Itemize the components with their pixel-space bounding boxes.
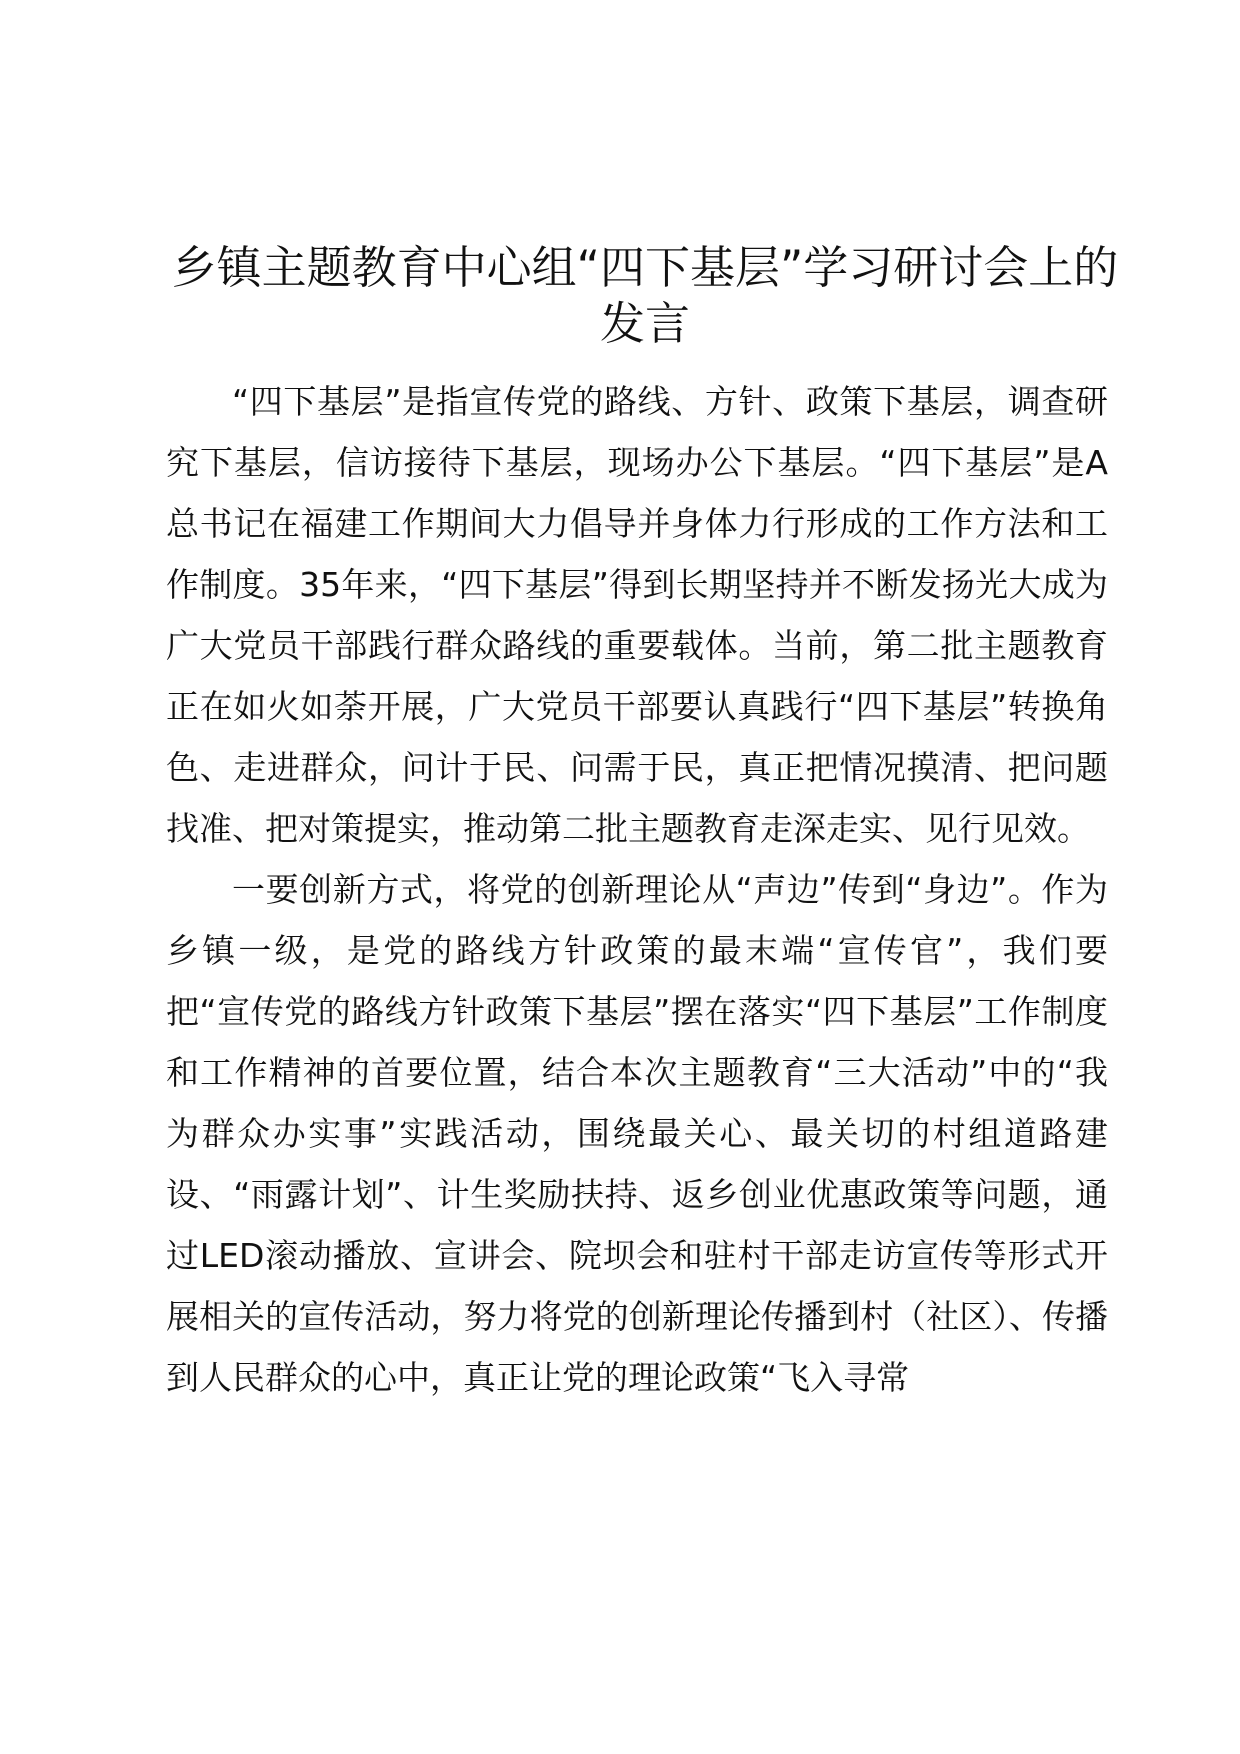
paragraph-point-one: 一要创新方式，将党的创新理论从“声边”传到“身边”。作为乡镇一级，是党的路线方针政策的最末端“宣传官”，我们要把“宣传党的路线方针政策下基层”摆在落实“四下基层”工作制度和工作精神的首要位置，结合本次主题教育“三大活动”中的“我为群众办实事”实践活动，围绕最关心、最关切的村组道路建设、“雨露计划”、计生奖励扶持、返乡创业优惠政策等问题，通过LED滚动播放、宣讲会、院坝会和驻村干部走访宣传等形式开展相关的宣传活动，努力将党的创新理论传播到村（社区）、传播到人民群众的心中，真正让党的理论政策“飞入寻常: [166, 870, 1108, 1397]
document-title: 乡镇主题教育中心组“四下基层”学习研讨会上的发言: [171, 241, 1119, 350]
paragraph-intro: “四下基层”是指宣传党的路线、方针、政策下基层，调查研究下基层，信访接待下基层，现场办公下基层。“四下基层”是A总书记在福建工作期间大力倡导并身体力行形成的工作方法和工作制度。35年来，“四下基层”得到长期坚持并不断发扬光大成为广大党员干部践行群众路线的重要载体。当前，第二批主题教育正在如火如荼开展，广大党员干部要认真践行“四下基层”转换角色、走进群众，问计于民、问需于民，真正把情况摸清、把问题找准、把对策提实，推动第二批主题教育走深走实、见行见效。: [166, 382, 1108, 848]
document-body: [166, 371, 1108, 1408]
